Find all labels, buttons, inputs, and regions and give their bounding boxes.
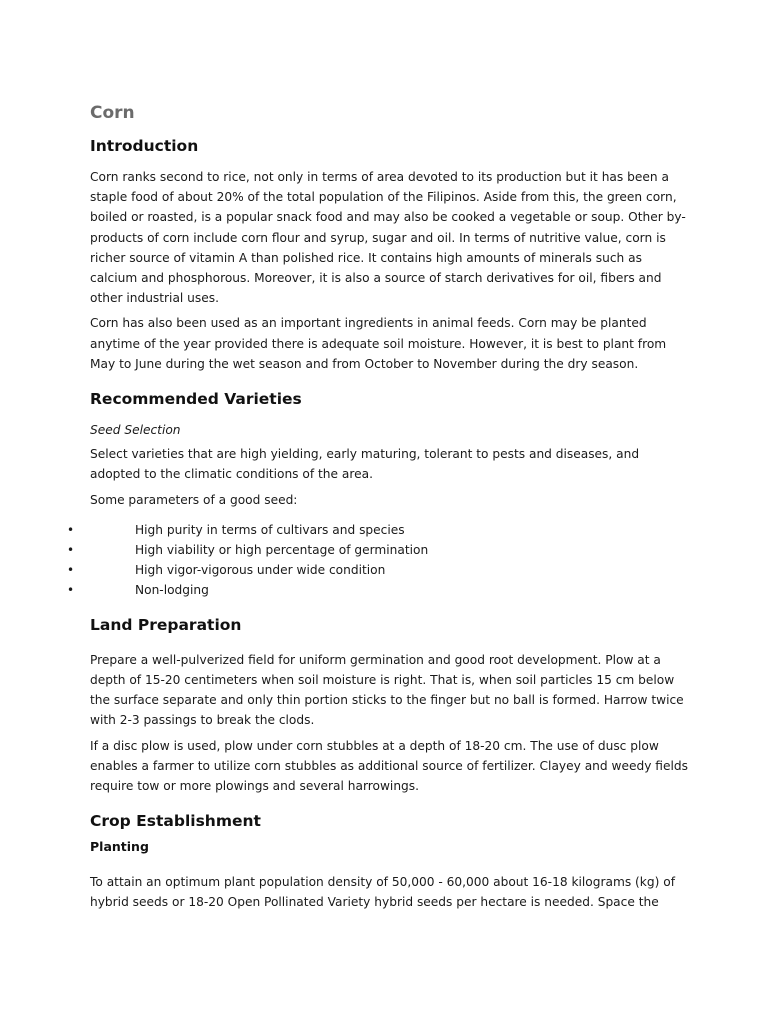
seed-parameters-list [0,520,690,600]
document-title: Corn [90,103,135,123]
list-item-text: High purity in terms of cultivars and species [135,522,405,537]
heading-introduction: Introduction [90,137,199,155]
paragraph-crop-1: To attain an optimum plant population density of 50,000 - 60,000 about 16-18 kilograms (kg) of hybrid seeds or 18-20 Open Pollinated Variety hybrid seeds per hectare is needed. Space the [90,875,675,910]
bullet-icon: • [67,582,75,597]
list-item-text: High viability or high percentage of germination [135,542,429,557]
bullet-icon: • [67,522,75,537]
heading-land-preparation: Land Preparation [90,615,242,634]
list-item-text: High vigor-vigorous under wide condition [135,562,386,577]
subheading-planting: Planting [90,839,149,855]
bullet-icon: • [67,562,75,577]
paragraph-varieties-1: Select varieties that are high yielding, early maturing, tolerant to pests and diseases, and adopted to the climatic conditions of the area. [90,447,640,482]
list-item [0,580,690,600]
list-item-text: Non-lodging [135,582,209,597]
paragraph-intro-2: Corn has also been used as an important ingredients in animal feeds. Corn may be planted anytime of the year provided there is adequate soil moisture. However, it is best to plant from May to June during the wet season and from October to November during the dry season. [90,316,667,371]
list-item [0,540,690,560]
bullet-icon: • [67,542,75,557]
paragraph-intro-1: Corn ranks second to rice, not only in terms of area devoted to its production but it has been a staple food of about 20% of the total population of the Filipinos. Aside from this, the green corn, boiled or roasted, is a popular snack food and may also be cooked a vegetable or soup. Other by-products of corn include corn flour and syrup, sugar and oil. In terms of nutritive value, corn is richer source of vitamin A than polished rice. It contains high amounts of minerals such as calcium and phosphorous. Moreover, it is also a source of starch derivatives for oil, fibers and other industrial uses. [90,170,686,306]
paragraph-varieties-2: Some parameters of a good seed: [90,492,298,507]
paragraph-land-1: Prepare a well-pulverized field for uniform germination and good root development. Plow at a depth of 15-20 centimeters when soil moisture is right. That is, when soil particles 15 cm below the surface separate and only thin portion sticks to the finger but no ball is formed. Harrow twice with 2-3 passings to break the clods. [90,652,684,728]
heading-recommended-varieties: Recommended Varieties [90,390,302,409]
heading-crop-establishment: Crop Establishment [90,812,261,831]
list-item [0,560,690,580]
document-body [67,102,690,918]
subheading-seed-selection: Seed Selection [90,423,181,438]
paragraph-land-2: If a disc plow is used, plow under corn stubbles at a depth of 18-20 cm. The use of dusc plow enables a farmer to utilize corn stubbles as additional source of fertilizer. Clayey and weedy fields require tow or more plowings and several harrowings. [90,738,688,794]
list-item [0,520,690,540]
